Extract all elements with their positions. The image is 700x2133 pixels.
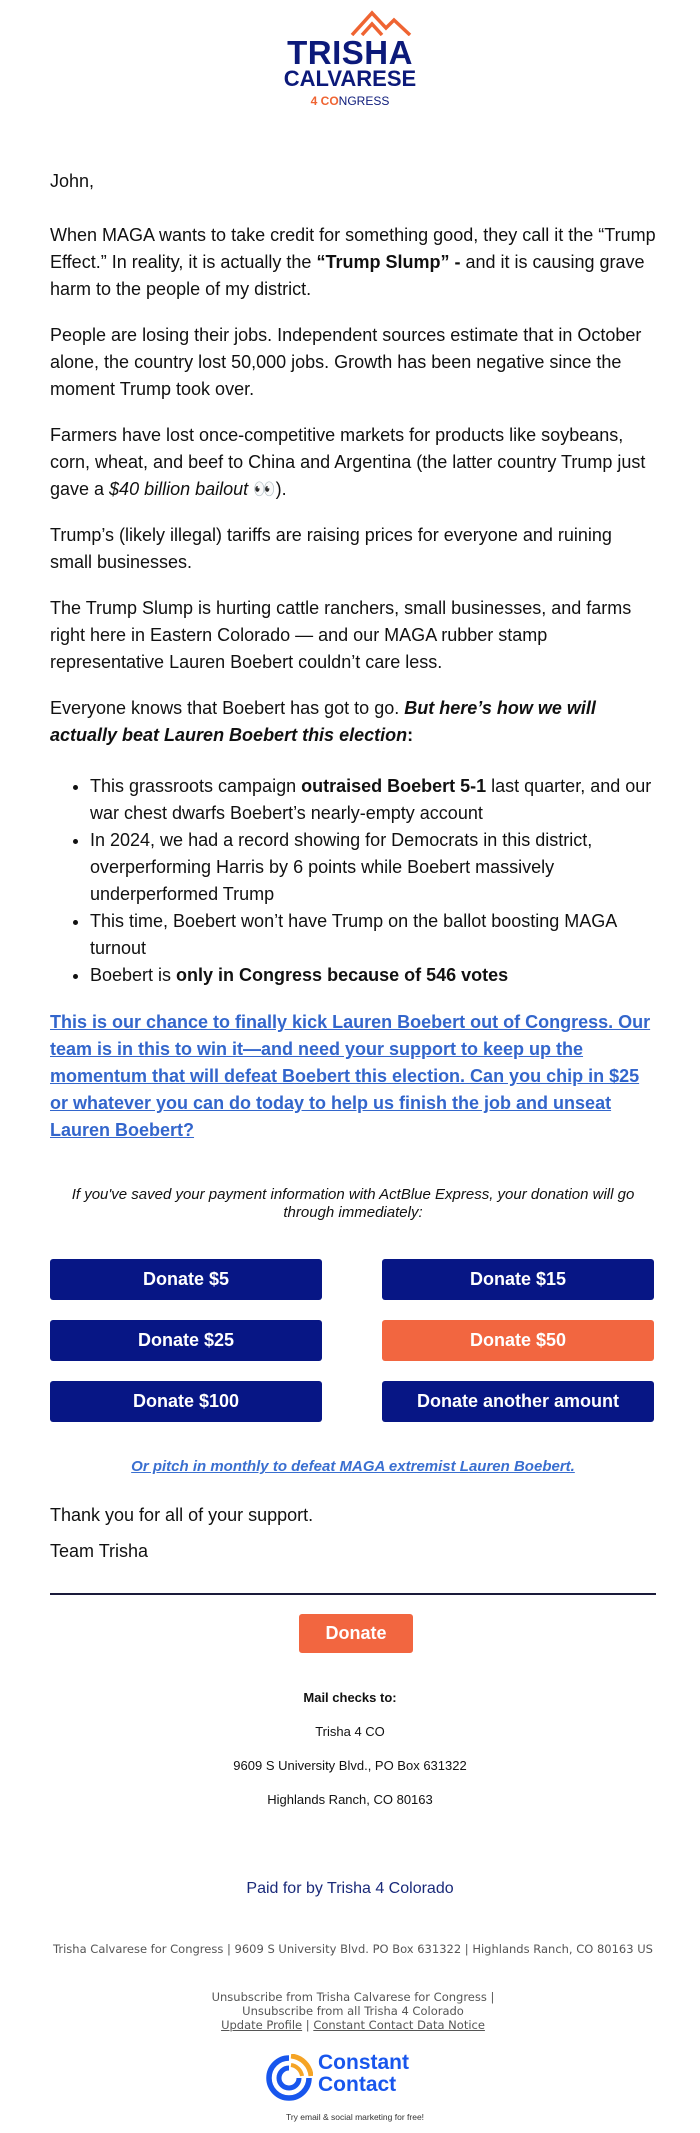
mail-name: Trisha 4 CO (315, 1724, 385, 1739)
paragraph-4: Trump’s (likely illegal) tariffs are raising prices for everyone and ruining small businesses. (50, 525, 612, 572)
constant-contact-wordmark: Constant Contact (318, 2051, 409, 2096)
data-notice-link[interactable]: Constant Contact Data Notice (313, 2018, 485, 2032)
donate-25-button[interactable]: Donate $25 (50, 1320, 322, 1361)
constant-contact-logo-icon (265, 2054, 313, 2102)
greeting: John, (50, 171, 95, 191)
update-profile-link[interactable]: Update Profile (221, 2018, 303, 2032)
constant-contact-badge[interactable] (265, 2050, 445, 2130)
thanks-text: Thank you for all of your support. (50, 1505, 314, 1525)
unsubscribe-campaign-link[interactable]: Unsubscribe from Trisha Calvarese for Congress (211, 1990, 487, 2004)
logo-name-last: CALVARESE (283, 66, 417, 91)
list-item: • This grassroots campaign outraised Boebert 5-1 last quarter, and our war chest dwarfs Boebert’s nearly-empty account (90, 773, 656, 827)
mail-street: 9609 S University Blvd., PO Box 631322 (233, 1758, 467, 1773)
paragraph-2: People are losing their jobs. Independent sources estimate that in October alone, the country lost 50,000 jobs. Growth has been negative since the moment Trump took over. (50, 325, 642, 399)
paragraph-5: The Trump Slump is hurting cattle ranchers, small businesses, and farms right here in Eastern Colorado — and our MAGA rubber stamp representative Lauren Boebert couldn’t care less. (50, 598, 632, 672)
logo-tagline: 4 CONGRESS (310, 94, 390, 108)
campaign-logo (0, 0, 700, 118)
footer-links: Unsubscribe from Trisha Calvarese for Congress | Unsubscribe from all Trisha 4 Colorado Update Profile | Constant Contact Data Notice (211, 1990, 495, 2032)
donate-5-button[interactable]: Donate $5 (50, 1259, 322, 1300)
letter-body (50, 168, 656, 1144)
mail-city: Highlands Ranch, CO 80163 (267, 1792, 433, 1807)
cta-donate-link[interactable]: This is our chance to finally kick Lauren Boebert out of Congress. Our team is in this to win it—and need your support to keep up the momentum that will defeat Boebert this election. Can you chip in $25 or whatever you can do today to help us finish the job and unseat Lauren Boebert? (50, 1012, 651, 1140)
paid-for-disclaimer: Paid for by Trisha 4 Colorado (246, 1880, 454, 1897)
mountain-icon (350, 10, 412, 36)
mail-checks-heading: Mail checks to: (303, 1690, 397, 1705)
signature: Team Trisha (50, 1541, 149, 1561)
actblue-note: If you've saved your payment information with ActBlue Express, your donation will go through immediately: (71, 1186, 635, 1221)
list-item: • This time, Boebert won’t have Trump on the ballot boosting MAGA turnout (90, 908, 656, 962)
list-item: • In 2024, we had a record showing for Democrats in this district, overperforming Harris by 6 points while Boebert massively underperformed Trump (90, 827, 656, 908)
donate-100-button[interactable]: Donate $100 (50, 1381, 322, 1422)
list-item: • Boebert is only in Congress because of 546 votes (90, 962, 656, 989)
constant-contact-tagline: Try email & social marketing for free! (285, 2112, 425, 2122)
paragraph-6: Everyone knows that Boebert has got to go. But here’s how we will actually beat Lauren Boebert this election: (50, 698, 596, 745)
paragraph-3: Farmers have lost once-competitive markets for products like soybeans, corn, wheat, and beef to China and Argentina (the latter country Trump just gave a $40 billion bailout 👀). (50, 425, 646, 499)
donate-15-button[interactable]: Donate $15 (382, 1259, 654, 1300)
monthly-donation-link[interactable]: Or pitch in monthly to defeat MAGA extremist Lauren Boebert. (131, 1458, 575, 1475)
eyes-emoji-icon: 👀 (253, 479, 276, 499)
logo-name-first: TRISHA (287, 34, 413, 71)
donate-other-amount-button[interactable]: Donate another amount (382, 1381, 654, 1422)
donate-50-button[interactable]: Donate $50 (382, 1320, 654, 1361)
donate-button[interactable]: Donate (299, 1614, 413, 1653)
footer-address: Trisha Calvarese for Congress | 9609 S University Blvd. PO Box 631322 | Highlands Ranch, CO 80163 US (53, 1942, 653, 1956)
reasons-list (90, 773, 656, 989)
paragraph-1: When MAGA wants to take credit for something good, they call it the “Trump Effect.” In reality, it is actually the “Trump Slump” - and it is causing grave harm to the people of my district. (50, 225, 656, 299)
unsubscribe-all-link[interactable]: Unsubscribe from all Trisha 4 Colorado (242, 2004, 464, 2018)
divider (50, 1593, 656, 1595)
